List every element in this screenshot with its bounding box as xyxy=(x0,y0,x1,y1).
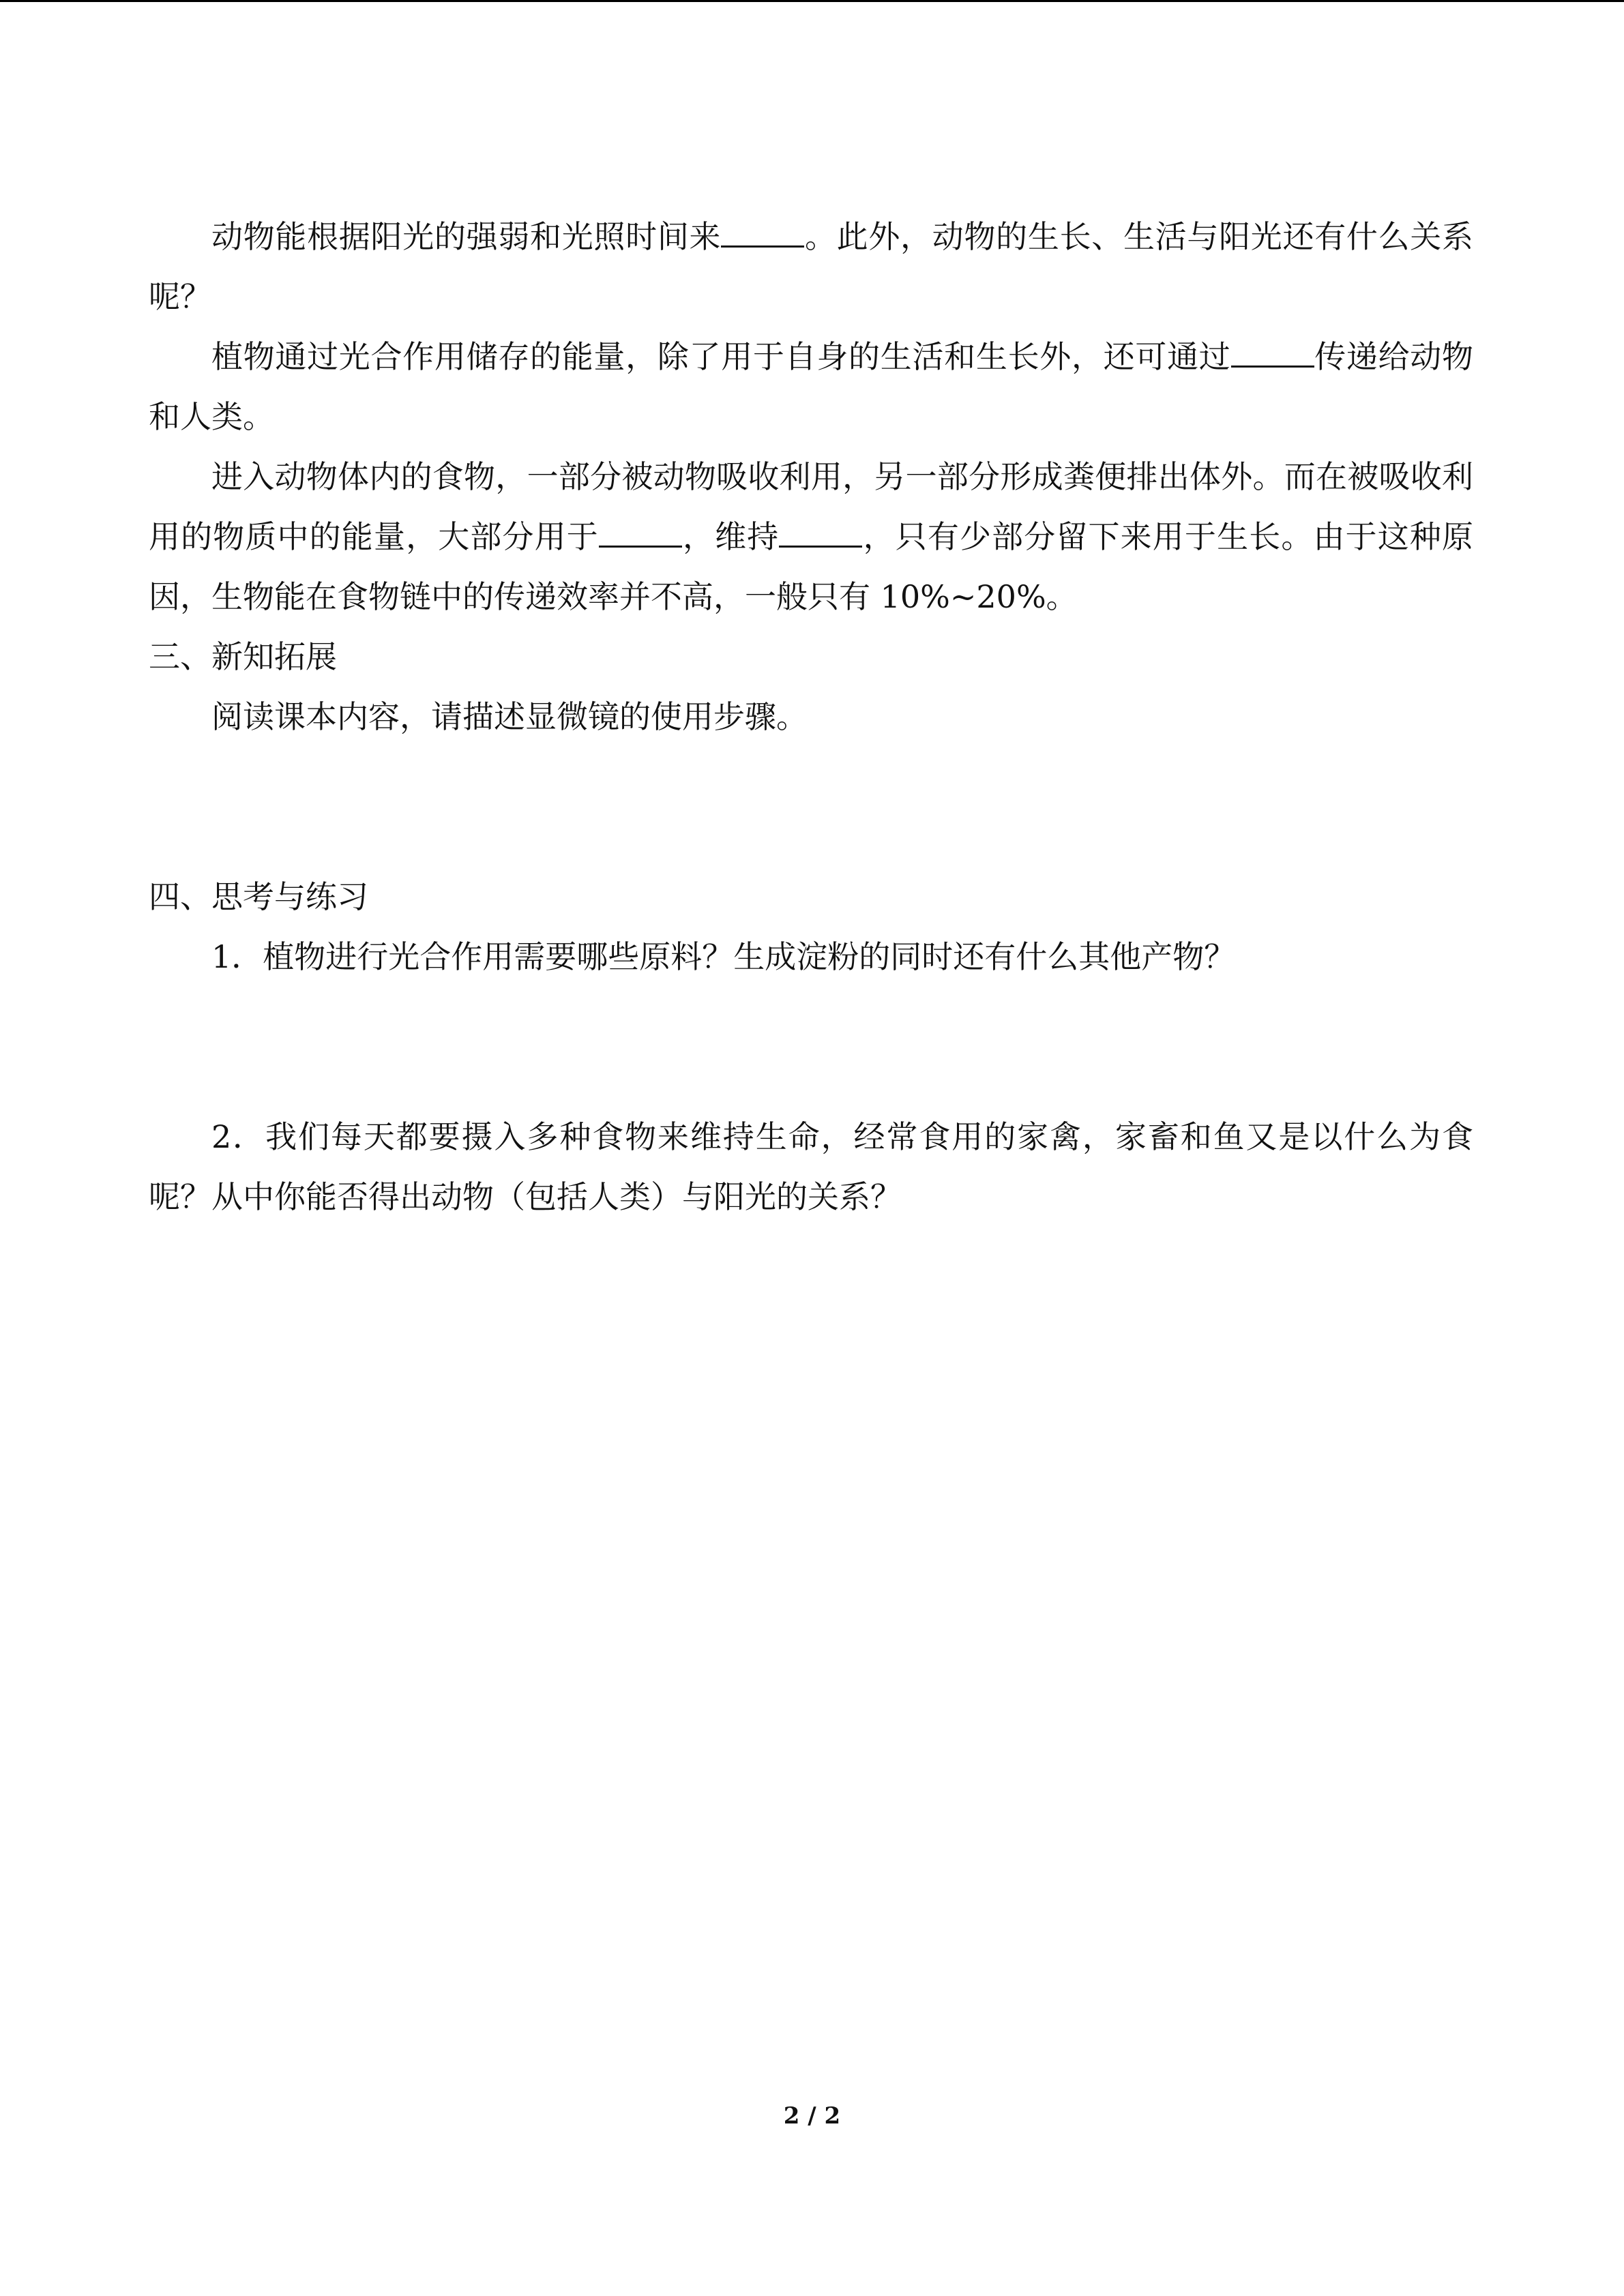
paragraph-text: 植物通过光合作用储存的能量，除了用于自身的生活和生长外，还可通过 xyxy=(211,338,1231,375)
fill-blank xyxy=(779,518,862,548)
paragraph-text: 动物能根据阳光的强弱和光照时间来 xyxy=(211,218,722,255)
paragraph-animal-light xyxy=(149,207,1473,327)
section-heading-new-knowledge: 三、新知拓展 xyxy=(149,638,337,675)
paragraph-microscope: 阅读课本内容，请描述显微镜的使用步骤。 xyxy=(211,698,808,735)
fill-blank xyxy=(1231,338,1314,368)
paragraph-food-absorption xyxy=(149,447,1473,627)
paragraph-text: ，维持 xyxy=(681,518,780,555)
fill-blank xyxy=(599,518,682,548)
paragraph-text: 进入动物体内的食物，一部分被动物吸收利用，另一部分形成粪便排出体外。而在被吸收利用的物质中的能量，大部分用于 xyxy=(149,458,1473,555)
paragraph-text: 。此外，动物的生长、生活与阳光还有什么关系呢？ xyxy=(149,218,1474,315)
question-1: 1．植物进行光合作用需要哪些原料？生成淀粉的同时还有什么其他产物？ xyxy=(211,938,1236,975)
answer-space xyxy=(149,747,1473,867)
section-heading-exercises: 四、思考与练习 xyxy=(149,878,368,915)
question-2: 2．我们每天都要摄入多种食物来维持生命，经常食用的家禽，家畜和鱼又是以什么为食呢？从中你能否得出动物（包括人类）与阳光的关系？ xyxy=(149,1118,1473,1215)
page-number: 2 / 2 xyxy=(783,2102,841,2130)
paragraph-text: 传递给动物和人类。 xyxy=(149,338,1474,435)
document-body xyxy=(149,207,1473,1227)
answer-space xyxy=(149,987,1473,1107)
paragraph-energy-transfer xyxy=(149,327,1473,447)
fill-blank xyxy=(721,218,804,248)
paragraph-text: ，只有少部分留下来用于生长。由于这种原因，生物能在食物链中的传递效率并不高，一般只有 10%~20%。 xyxy=(149,518,1474,615)
